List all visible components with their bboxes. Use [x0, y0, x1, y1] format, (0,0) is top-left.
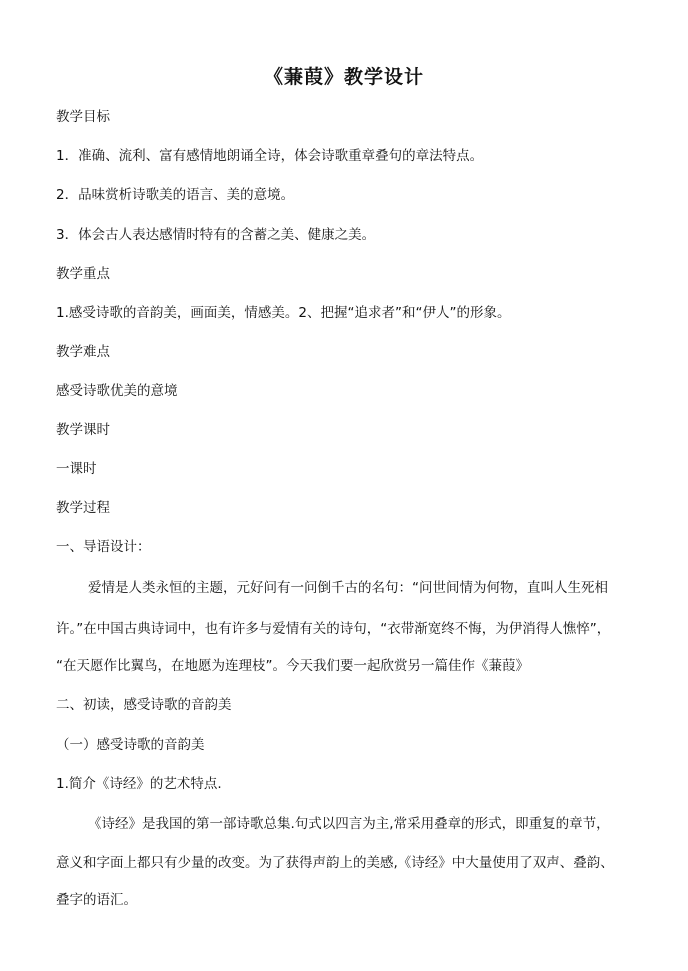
process-heading: 教学过程: [56, 500, 110, 516]
part2-paragraph-line-3: 叠字的语汇。: [56, 892, 137, 908]
part2-heading: 二、初读，感受诗歌的音韵美: [56, 697, 232, 713]
part2-item-1: 1.简介《诗经》的艺术特点.: [56, 776, 222, 792]
intro-paragraph-line-2: 许。”在中国古典诗词中，也有许多与爱情有关的诗句，“衣带渐宽终不悔，为伊消得人憔悴”，: [56, 621, 611, 637]
focus-text: 1.感受诗歌的音韵美，画面美，情感美。2、把握“追求者”和“伊人”的形象。: [56, 305, 511, 321]
part2-paragraph-line-1: 《诗经》是我国的第一部诗歌总集.句式以四言为主,常采用叠章的形式，即重复的章节，: [88, 816, 610, 832]
intro-paragraph-line-3: “在天愿作比翼鸟，在地愿为连理枝”。今天我们要一起欣赏另一篇佳作《蒹葭》: [56, 658, 529, 674]
document-title: 《蒹葭》教学设计: [263, 66, 424, 88]
objectives-heading: 教学目标: [56, 109, 110, 125]
hours-heading: 教学课时: [56, 422, 110, 438]
objective-1: 1．准确、流利、富有感情地朗诵全诗，体会诗歌重章叠句的章法特点。: [56, 148, 484, 164]
difficulty-heading: 教学难点: [56, 344, 110, 360]
objective-3: 3．体会古人表达感情时特有的含蓄之美、健康之美。: [56, 227, 376, 243]
difficulty-text: 感受诗歌优美的意境: [56, 383, 178, 399]
objective-2: 2．品味赏析诗歌美的语言、美的意境。: [56, 187, 295, 203]
part2-sub-heading: （一）感受诗歌的音韵美: [56, 737, 205, 753]
part2-paragraph-line-2: 意义和字面上都只有少量的改变。为了获得声韵上的美感,《诗经》中大量使用了双声、叠韵、: [56, 855, 614, 871]
focus-heading: 教学重点: [56, 266, 110, 282]
hours-text: 一课时: [56, 461, 97, 477]
intro-paragraph-line-1: 爱情是人类永恒的主题，元好问有一问倒千古的名句：“问世间情为何物，直叫人生死相: [88, 580, 608, 596]
intro-heading: 一、导语设计：: [56, 539, 151, 555]
